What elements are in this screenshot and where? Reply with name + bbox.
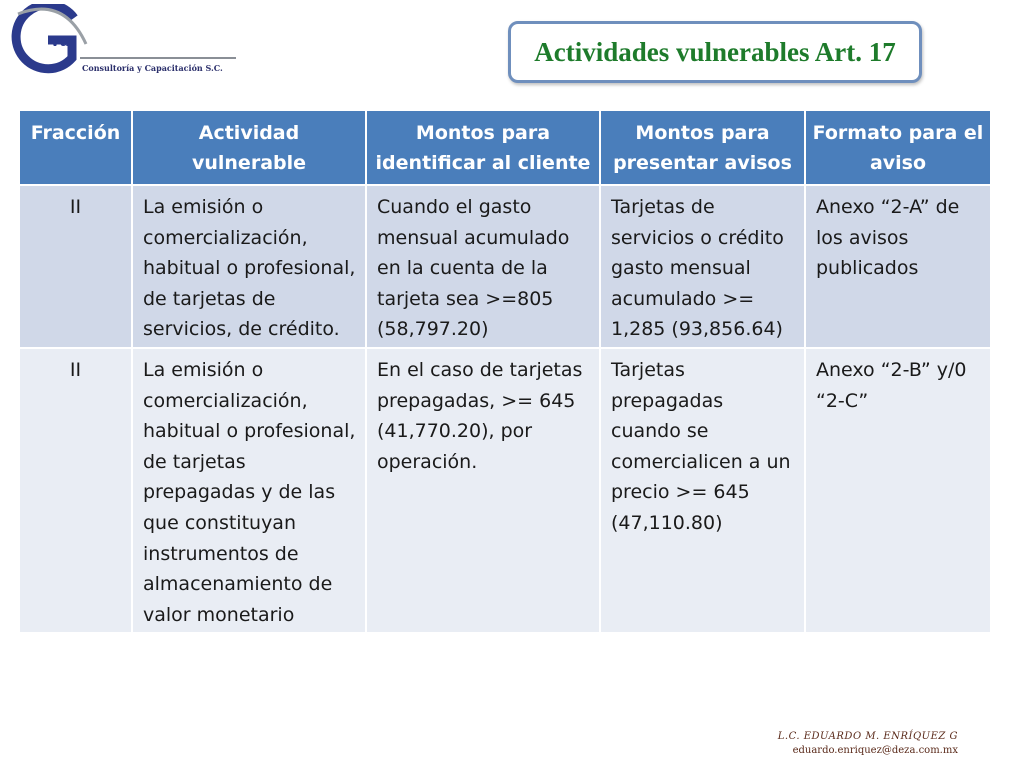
page-title: Actividades vulnerables Art. 17 bbox=[534, 36, 896, 67]
cell-montos-identificar: Cuando el gasto mensual acumulado en la cuenta de la tarjeta sea >=805 (58,797.20) bbox=[366, 185, 600, 348]
header-actividad: Actividad vulnerable bbox=[132, 110, 366, 185]
cell-actividad: La emisión o comercialización, habitual o profesional, de tarjetas prepagadas y de las que constituyan instrumentos de almacenamiento de valor monetario bbox=[132, 348, 366, 633]
header-montos-identificar: Montos para identificar al cliente bbox=[366, 110, 600, 185]
logo-letters-va: va bbox=[50, 31, 71, 51]
footer-signature bbox=[778, 730, 958, 758]
table-row bbox=[19, 185, 991, 348]
table-header-row bbox=[19, 110, 991, 185]
logo-tagline: Consultoría y Capacitación S.C. bbox=[82, 63, 223, 73]
cell-formato: Anexo “2-B” y/0 “2-C” bbox=[805, 348, 991, 633]
header-fraccion: Fracción bbox=[19, 110, 132, 185]
company-logo bbox=[4, 4, 244, 76]
cell-fraccion: II bbox=[19, 185, 132, 348]
cell-actividad: La emisión o comercialización, habitual o profesional, de tarjetas de servicios, de crédito. bbox=[132, 185, 366, 348]
cell-formato: Anexo “2-A” de los avisos publicados bbox=[805, 185, 991, 348]
cell-montos-identificar: En el caso de tarjetas prepagadas, >= 645 (41,770.20), por operación. bbox=[366, 348, 600, 633]
cell-fraccion: II bbox=[19, 348, 132, 633]
footer-email: eduardo.enriquez@deza.com.mx bbox=[792, 745, 958, 756]
header-formato: Formato para el aviso bbox=[805, 110, 991, 185]
header-montos-avisos: Montos para presentar avisos bbox=[600, 110, 805, 185]
table-row bbox=[19, 348, 991, 633]
cell-montos-avisos: Tarjetas de servicios o crédito gasto mensual acumulado >= 1,285 (93,856.64) bbox=[600, 185, 805, 348]
footer-author-name: L.C. EDUARDO M. ENRÍQUEZ G bbox=[777, 731, 958, 742]
cell-montos-avisos: Tarjetas prepagadas cuando se comercialicen a un precio >= 645 (47,110.80) bbox=[600, 348, 805, 633]
vulnerable-activities-table bbox=[18, 109, 992, 634]
title-box bbox=[508, 21, 922, 83]
